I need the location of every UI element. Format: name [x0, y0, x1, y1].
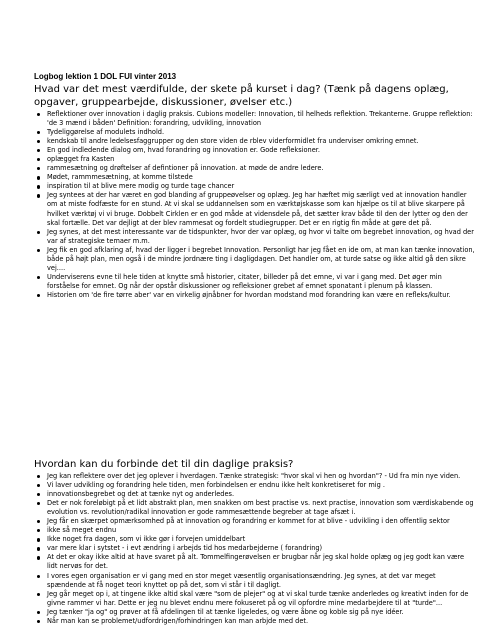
- bullet-icon: [37, 231, 40, 234]
- bullet-icon: [37, 502, 40, 505]
- list-item: [34, 608, 476, 617]
- list-item: [34, 499, 476, 517]
- bullet-icon: [37, 493, 40, 496]
- list-item-text: Mødet, rammmesætning, at komme tilstede: [47, 173, 193, 182]
- list-item: [34, 137, 476, 146]
- bullet-icon: [37, 575, 40, 578]
- list-item: [34, 526, 476, 535]
- list-item-text: I vores egen organisation er vi gang med en stor meget væsentlig organisationsændring. Jeg synes, at det var meget spændende at få noget teori knyttet op på det, som vi står i til dagligt.: [47, 571, 436, 589]
- bullet-icon: [37, 547, 40, 550]
- list-item-text: Jeg syntees at der har været en god blanding af gruppeøvelser og oplæg. Jeg har hæftet mig særligt ved at innovation handler om at miste fodfæste for en stund. At vi skal se uddannelsen som en værktøjskasse som kan hjælpe os til at blive skarpere på hvilket værktøj vi vi bruge. Dobbelt Cirklen er en god måde at vidensdele på, det sætter krav både til den der lytter og den der skal fortælle. Det var dejligt at der blev rammesat og fordelt studiegrupper. Det er en rigtig fin måde at gøre det på.: [47, 191, 468, 227]
- bullet-icon: [37, 149, 40, 152]
- bullet-icon: [37, 113, 40, 116]
- bullet-icon: [37, 131, 40, 134]
- list-item-text: var mere klar i sytstet - i evt ændring i arbejds tid hos medarbejderne ( forandring): [47, 544, 323, 553]
- bullet-icon: [37, 475, 40, 478]
- bullet-icon: [37, 556, 40, 559]
- bullet-icon: [37, 484, 40, 487]
- section-2-heading: Hvordan kan du forbinde det til din daglige praksis?: [34, 459, 294, 470]
- bullet-icon: [37, 593, 40, 596]
- section-1-list: [34, 110, 476, 300]
- list-item: [34, 553, 476, 571]
- bullet-icon: [37, 158, 40, 161]
- list-item-text: Jeg tænker "ja og" og prøver at få afdelingen til at tænke ligeledes, og være åbne og koble sig på nye idéer.: [47, 607, 404, 616]
- list-item: [34, 590, 476, 608]
- list-item-text: Reflektioner over innovation i daglig praksis. Cubions modeller: Innovation, til helheds reflektion. Trekanterne. Gruppe reflektion: 'de 3 mænd i båden' Definition: forandring, udvikling, innovation: [47, 110, 473, 128]
- list-item-text: At det er okay ikke altid at have svaret på alt. Tommelfingerøvelsen er brugbar når jeg skal holde oplæg og jeg godt kan være lidt nervøs for det.: [47, 553, 465, 571]
- list-item: [34, 490, 476, 499]
- list-item: [34, 472, 476, 481]
- list-item: [34, 164, 476, 173]
- list-item-text: kendskab til andre ledelsesfaggrupper og den store viden de rblev viderformidlet fra underviser omkring emnet.: [47, 137, 419, 146]
- list-item-text: Tydeliggørelse af modulets indhold.: [47, 128, 165, 137]
- list-item-text: Jeg får en skærpet opmærksomhed på at innovation og forandring er kommet for at blive - udvikling i den offentlig sektor: [47, 517, 450, 526]
- bullet-icon: [37, 538, 40, 541]
- list-item: [34, 291, 476, 300]
- list-item-text: inspiration til at blive mere modig og turde tage chancer: [47, 182, 235, 191]
- list-item: [34, 191, 476, 227]
- list-item-text: Historien om 'de fire tørre aber' var en virkelig øjnåbner for hvordan modstand mod forandring kan være en refleks/kultur.: [47, 290, 451, 299]
- bullet-icon: [37, 249, 40, 252]
- list-item-text: Det er nok foreløbigt på et lidt abstrakt plan, men snakken om best practise vs. next practise, innovation som værdiskabende og evolution vs. revolution/radikal innovation er gode rammesættende begreber at tage afsæt i.: [47, 499, 474, 517]
- list-item-text: Jeg fik en god afklaring af, hvad der ligger i begrebet Innovation. Personligt har jeg fået en ide om, at man kan tænke innovation, både på højt plan, men også i de mindre jordnære ting i dagligdagen. Det handler om, at turde satse og ikke altid gå den sikre vej....: [47, 245, 475, 272]
- bullet-icon: [37, 529, 40, 532]
- bullet-icon: [37, 176, 40, 179]
- list-item: [34, 182, 476, 191]
- section-1-heading: Hvad var det mest værdifulde, der skete på kurset i dag? (Tænk på dagens oplæg, opgaver, gruppearbejde, diskussioner, øvelser etc.): [34, 84, 449, 108]
- list-item: [34, 228, 476, 246]
- list-item: [34, 246, 476, 273]
- list-item: [34, 617, 476, 626]
- bullet-icon: [37, 185, 40, 188]
- list-item-text: Jeg synes, at det mest interessante var de tidspunkter, hvor der var oplæg, og hvor vi talte om begrebet innovation, og hvad der var af strategiske temaer m.m.: [47, 227, 474, 245]
- bullet-icon: [37, 167, 40, 170]
- list-item-text: innovationsbegrebet og det at tænke nyt og anderledes.: [47, 490, 235, 499]
- list-item: [34, 155, 476, 164]
- list-item-text: Ikke noget fra dagen, som vi ikke gør i forvejen umiddelbart: [47, 535, 246, 544]
- section-2-list: [34, 472, 476, 626]
- bullet-icon: [37, 276, 40, 279]
- list-item-text: rammesætning og drøftelser af defintioner på innovation. at møde de andre ledere.: [47, 164, 324, 173]
- list-item-text: oplægget fra Kasten: [47, 155, 115, 164]
- list-item: [34, 110, 476, 128]
- bullet-icon: [37, 520, 40, 523]
- list-item: [34, 173, 476, 182]
- bullet-icon: [37, 620, 40, 623]
- list-item: [34, 481, 476, 490]
- list-item-text: Når man kan se problemet/udfordrigen/forhindringen kan man arbjde med det.: [47, 616, 309, 625]
- bullet-icon: [37, 294, 40, 297]
- list-item-text: Jeg kan reflektere over det jeg oplever i hverdagen. Tænke strategisk: "hvor skal vi hen og hvordan"? - Ud fra min nye viden.: [47, 472, 461, 480]
- bullet-icon: [37, 194, 40, 197]
- list-item: [34, 517, 476, 526]
- list-item-text: ikke så meget endnu: [47, 526, 117, 535]
- list-item: [34, 128, 476, 137]
- list-item-text: Vi laver udvikling og forandring hele tiden, men forbindelsen er endnu ikke helt konkretiseret for mig .: [47, 481, 385, 490]
- bullet-icon: [37, 611, 40, 614]
- list-item-text: Underviserens evne til hele tiden at knytte små historier, citater, billeder på det emne, vi var i gang med. Det øger min forståelse for emnet. Og når der opstår diskussioner og refleksioner grebet af emnet sponatant i plenum på klassen.: [47, 272, 442, 290]
- list-item: [34, 572, 476, 590]
- list-item: [34, 273, 476, 291]
- list-item-text: En god indledende dialog om, hvad forandring og innovation er. Gode refleksioner.: [47, 146, 320, 155]
- list-item: [34, 535, 476, 544]
- list-item: [34, 146, 476, 155]
- bullet-icon: [37, 140, 40, 143]
- list-item-text: Jeg går meget op i, at tingene ikke altid skal være "som de plejer" og at vi skal turde tænke anderledes og kreativt inden for de givne rammer vi har. Dette er jeg nu blevet endnu mere fokuseret på og vil opfordre mine medarbejdere til at "turde"...: [47, 589, 469, 607]
- document-title: Logbog lektion 1 DOL FUI vinter 2013: [34, 72, 177, 81]
